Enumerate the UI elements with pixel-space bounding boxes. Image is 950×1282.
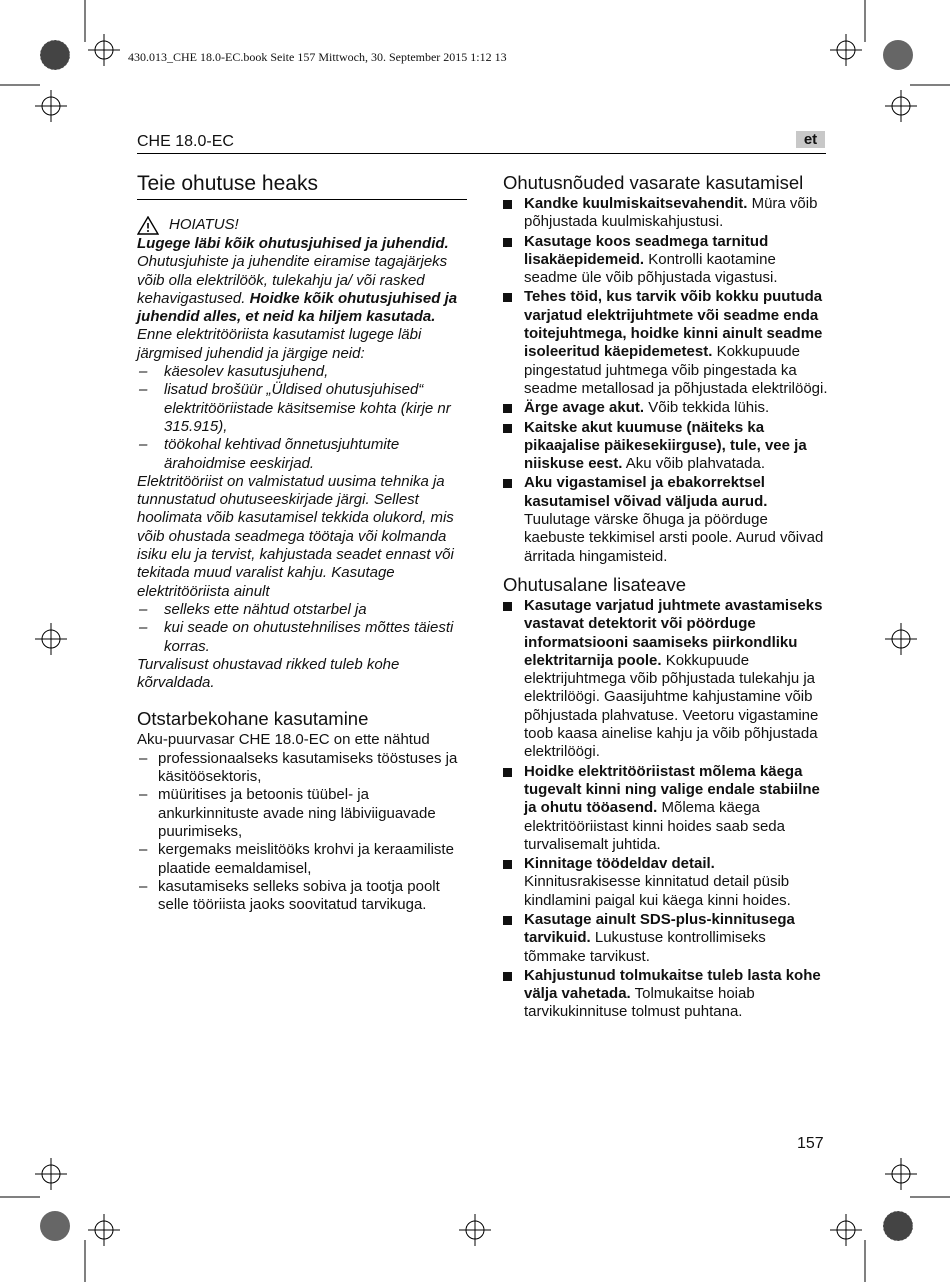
list-item: Kasutage koos seadmega tarnitud lisakäepidemeid. Kontrolli kaotamine seadme üle võib põhjustada vigastusi. <box>503 233 828 288</box>
hammer-safety-list <box>503 195 828 566</box>
list-item: – lisatud brošüür „Üldised ohutusjuhised“ elektritööriistade käsitsemise kohta (kirje nr 315.915), <box>137 381 467 436</box>
design-text: Elektritööriist on valmistatud uusima tehnika ja tunnustatud ohutuseeskirjade järgi. Sellest hoolimata võib kasutamisel tekkida olukord, mis võib ohustada seadmega töötaja või kolmanda isiku elu ja tervist, kahjustada seadet ennast või tekitada muud varalist kahju. Kasutage elektritööriista ainult <box>137 472 454 600</box>
docs-list <box>137 363 467 473</box>
warning-bold: Lugege läbi kõik ohutusjuhised ja juhendid. <box>137 235 449 252</box>
warning-body: Ohutusjuhiste ja juhendite eiramise tagajärjeks võib olla elektrilöök, tulekahju ja/ või rasked kehavigastused. <box>137 253 448 307</box>
list-item: Tehes töid, kus tarvik võib kokku puutuda varjatud elektrijuhtmete või seadme enda toitejuhtmega, hoidke kinni ainult seadme isoleeritud käepidemetest. Kokkupuude pingestatud juhtmega võib pingestada ka seadme metallosad ja põhjustada elektrilöögi. <box>503 288 828 398</box>
list-item: – käesolev kasutusjuhend, <box>137 363 467 381</box>
list-item: – professionaalseks kasutamiseks tööstuses ja käsitöösektoris, <box>137 750 467 787</box>
before-use-text: Enne elektritööriista kasutamist lugege läbi järgmised juhendid ja järgige neid: <box>137 326 422 362</box>
list-item: – kasutamiseks selleks sobiva ja tootja poolt selle tööriista jaoks soovitatud tarvikuga. <box>137 878 467 915</box>
intended-use-title: Otstarbekohane kasutamine <box>137 708 369 730</box>
list-item: Aku vigastamisel ja ebakorrektsel kasutamisel võivad väljuda aurud. Tuulutage värske õhuga ja pöörduge kaebuste tekkimisel arsti poole. Aurud võivad ärritada hingamisteid. <box>503 474 828 565</box>
intended-use-list <box>137 750 467 915</box>
list-item: – töökohal kehtivad õnnetusjuhtumite ärahoidmise eeskirjad. <box>137 436 467 473</box>
list-item: Kaitske akut kuumuse (näiteks ka pikaajalise päikesekiirguse), tule, vee ja niiskuse eest. Aku võib plahvatada. <box>503 419 828 474</box>
page-number: 157 <box>797 1135 824 1152</box>
only-use-list <box>137 601 467 656</box>
book-info-line: 430.013_CHE 18.0-EC.book Seite 157 Mittwoch, 30. September 2015 1:12 13 <box>128 50 507 64</box>
left-column <box>137 172 467 914</box>
model-name: CHE 18.0-EC <box>137 133 234 150</box>
hammer-safety-title: Ohutusnõuded vasarate kasutamisel <box>503 172 804 193</box>
header-rule <box>137 153 826 154</box>
language-badge: et <box>796 131 825 148</box>
list-item: – kui seade on ohutustehnilises mõttes täiesti korras. <box>137 619 467 656</box>
right-column <box>503 173 828 1023</box>
list-item: Kinnitage töödeldav detail. Kinnitusrakisesse kinnitatud detail püsib kindlamini paigal kui käega kinni hoides. <box>503 855 828 910</box>
list-item: Hoidke elektritööriistast mõlema käega tugevalt kinni ning valige endale stabiilne ja ohutu tööasend. Mõlema käega elektritööriistast kinni hoides saab seda turvalisemalt juhtida. <box>503 763 828 854</box>
additional-safety-title: Ohutusalane lisateave <box>503 573 687 595</box>
warning-keep: Hoidke kõik ohutusjuhised ja juhendid alles, et neid ka hiljem kasutada. <box>137 289 458 326</box>
warning-label: HOIATUS! <box>169 216 239 234</box>
list-item: Kahjustunud tolmukaitse tuleb lasta kohe välja vahetada. Tolmukaitse hoiab tarvikukinnituse tolmust puhtana. <box>503 967 828 1022</box>
list-item: – kergemaks meislitööks krohvi ja keraamiliste plaatide eemaldamisel, <box>137 841 467 878</box>
list-item: Kandke kuulmiskaitsevahendit. Müra võib põhjustada kuulmiskahjustusi. <box>503 195 828 232</box>
list-item: Kasutage varjatud juhtmete avastamiseks vastavat detektorit või pöörduge informatsiooni saamiseks piirkondliku elektritarnija poole. Kokkupuude elektrijuhtmega võib põhjustada tulekahju ja elektrilöögi. Gaasijuhtme kahjustamine võib põhjustada plahvatuse. Veetoru vigastamine toob kaasa ainelise kahju ja võib põhjustada elektrilöögi. <box>503 597 828 762</box>
list-item: – müüritises ja betoonis tüübel- ja ankurkinnituste avade ning läbiviiguavade puurimiseks, <box>137 786 467 841</box>
warning-text <box>137 253 467 326</box>
warning-heading <box>137 216 467 235</box>
intended-use-text: Aku-puurvasar CHE 18.0-EC on ette nähtud <box>137 731 430 749</box>
warning-icon <box>137 216 159 235</box>
additional-safety-list <box>503 597 828 1022</box>
list-item: Ärge avage akut. Võib tekkida lühis. <box>503 399 828 417</box>
list-item: – selleks ette nähtud otstarbel ja <box>137 601 467 619</box>
list-item: Kasutage ainult SDS-plus-kinnitusega tarvikuid. Lukustuse kontrollimiseks tõmmake tarvikust. <box>503 911 828 966</box>
safety-title: Teie ohutuse heaks <box>137 172 467 200</box>
defects-text: Turvalisust ohustavad rikked tuleb kohe kõrvaldada. <box>137 655 400 692</box>
